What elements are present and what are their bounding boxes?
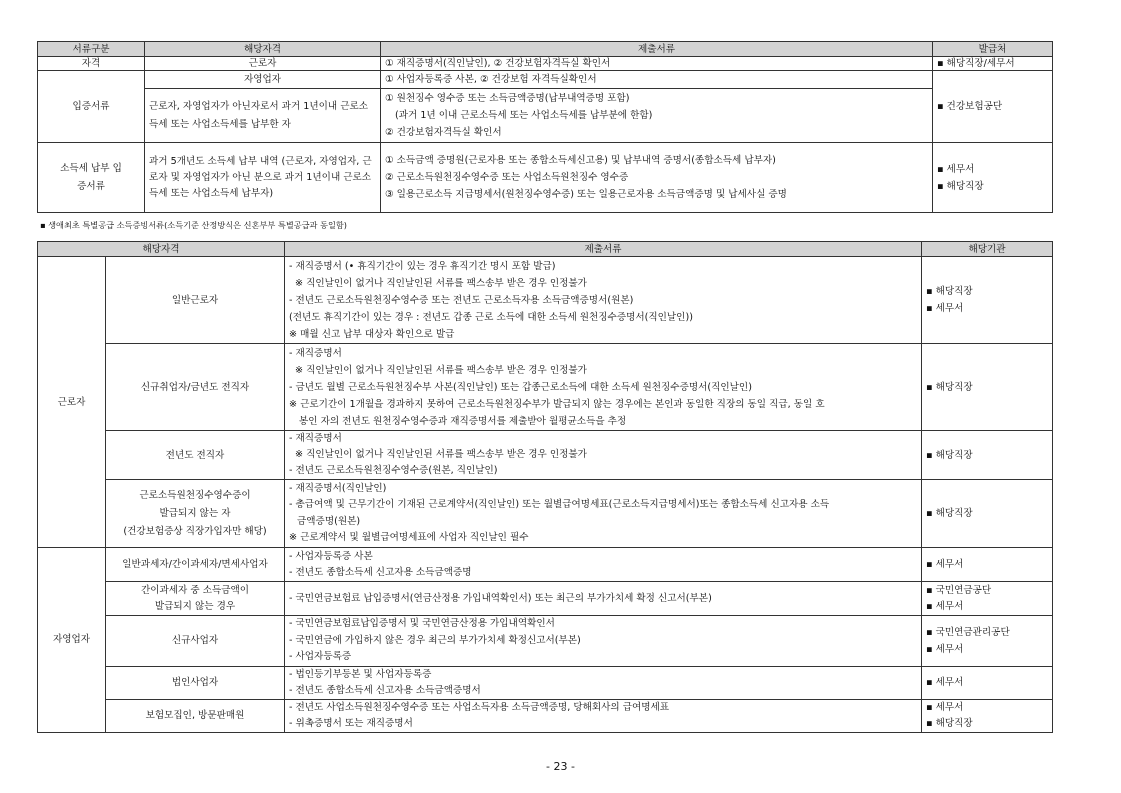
table-row — [38, 257, 1053, 344]
qualification-documents-table — [37, 41, 1053, 213]
issuer-line: ▪ 국민연금공단 — [926, 584, 992, 596]
doc-type-cell: 소득세 납부 입증서류 — [38, 143, 145, 213]
issuer-cell: ▪ 해당직장 — [922, 344, 1053, 431]
table-row — [38, 616, 1053, 667]
document-line: ※ 직인날인이 없거나 직인날인된 서류를 팩스송부 받은 경우 인정불가 — [295, 277, 587, 289]
group-cell: 근로자 — [38, 257, 106, 548]
issuer-line: ▪ 세무서 — [926, 643, 964, 655]
document-line: - 법인등기부등본 및 사업자등록증 — [289, 668, 432, 680]
doc-type-cell: 자격 — [38, 57, 145, 71]
document-line: ① 소득금액 증명원(근로자용 또는 종합소득세신고용) 및 납부내역 증명서(종합소득세 납부자) — [385, 155, 776, 166]
documents-cell: - 국민연금보험료 납입증명서(연금산정용 가입내역확인서) 또는 최근의 부가가치세 확정 신고서(부본) — [285, 582, 922, 616]
column-header: 제출서류 — [285, 242, 922, 257]
document-line: - 총급여액 및 근무기간이 기재된 근로계약서(직인날인) 또는 월별급여명세표(근로소득지급명세서)또는 종합소득세 신고자용 소득 — [289, 499, 830, 510]
group-cell: 자영업자 — [38, 548, 106, 733]
documents-cell — [285, 480, 922, 548]
document-line: - 재직증명서 (• 휴직기간이 있는 경우 휴직기간 명시 포함 발급) — [289, 260, 556, 272]
document-line: ① 원천징수 영수증 또는 소득금액증명(납부내역증명 포함) — [385, 93, 630, 104]
qualification-cell: 신규취업자/금년도 전직자 — [106, 344, 285, 431]
qualification-line: 근로소득원천징수영수증이 — [139, 489, 251, 501]
issuer-cell — [922, 257, 1053, 344]
document-line: - 전년도 종합소득세 신고자용 소득금액증명서 — [289, 684, 481, 696]
table-row — [38, 57, 1053, 71]
qualification-cell: 일반근로자 — [106, 257, 285, 344]
document-line: - 전년도 근로소득원천징수영수증 또는 전년도 근로소득자용 소득금액증명서(원본) — [289, 294, 634, 306]
document-line: - 국민연금에 가입하지 않은 경우 최근의 부가가치세 확정신고서(부본) — [289, 634, 581, 646]
document-line: ※ 근로계약서 및 월별급여명세표에 사업자 직인날인 필수 — [289, 532, 529, 543]
column-header: 제출서류 — [381, 42, 933, 57]
qualification-cell: 근로자 — [145, 57, 381, 71]
document-line: - 사업자등록증 — [289, 651, 352, 662]
documents-cell — [381, 143, 933, 213]
documents-cell — [285, 257, 922, 344]
table-row — [38, 89, 1053, 143]
qualification-cell: 과거 5개년도 소득세 납부 내역 (근로자, 자영업자, 근로자 및 자영업자가 아닌 분으로 과거 1년이내 근로소득세 또는 사업소득세 납부자) — [145, 143, 381, 213]
document-line: ※ 직인날인이 없거나 직인날인된 서류를 팩스송부 받은 경우 인정불가 — [295, 449, 587, 460]
issuer-line: ▪ 해당직장 — [926, 717, 973, 729]
issuer-cell: ▪ 해당직장 — [922, 431, 1053, 480]
table-row — [38, 431, 1053, 480]
document-line: 봉인 자의 전년도 원천징수영수증과 재직증명서를 제출받아 월평균소득을 추정 — [299, 415, 627, 427]
column-header: 발급처 — [933, 42, 1053, 57]
documents-cell — [285, 548, 922, 582]
document-line: - 전년도 종합소득세 신고자용 소득금액증명 — [289, 566, 472, 578]
issuer-cell: ▪ 건강보험공단 — [933, 71, 1053, 143]
issuer-cell: ▪ 해당직장/세무서 — [933, 57, 1053, 71]
table-row — [38, 548, 1053, 582]
issuer-line: ▪ 세무서 — [926, 701, 964, 713]
document-line: (과거 1년 이내 근로소득세 또는 사업소득세를 납부분에 한함) — [395, 110, 653, 121]
document-line: - 사업자등록증 사본 — [289, 550, 373, 562]
table-row — [38, 582, 1053, 616]
issuer-line: ▪ 해당직장 — [937, 180, 984, 192]
issuer-line: ▪ 국민연금관리공단 — [926, 626, 1010, 638]
issuer-line: ▪ 해당직장 — [926, 286, 973, 297]
qualification-cell: 전년도 전직자 — [106, 431, 285, 480]
documents-cell — [285, 431, 922, 480]
column-header: 해당기관 — [922, 242, 1053, 257]
doc-type-cell: 입증서류 — [38, 71, 145, 143]
document-line: - 위촉증명서 또는 재직증명서 — [289, 717, 413, 729]
issuer-line: ▪ 세무서 — [926, 600, 964, 612]
document-line: - 전년도 사업소득원천징수영수증 또는 사업소득자용 소득금액증명, 당해회사의 급여명세표 — [289, 701, 670, 713]
issuer-cell: ▪ 세무서 — [922, 548, 1053, 582]
document-line: - 전년도 근로소득원천징수영수증(원본, 직인날인) — [289, 465, 498, 476]
first-time-income-proof-table — [37, 241, 1053, 733]
table-row — [38, 143, 1053, 213]
issuer-cell — [922, 699, 1053, 732]
column-header: 해당자격 — [145, 42, 381, 57]
table-row — [38, 344, 1053, 431]
qualification-cell: 근로자, 자영업자가 아닌자로서 과거 1년이내 근로소득세 또는 사업소득세를 납부한 자 — [145, 89, 381, 143]
qualification-cell: 일반과세자/간이과세자/면세사업자 — [106, 548, 285, 582]
section-note: ▪ 생애최초 특별공급 소득증빙서류(소득기준 산정방식은 신혼부부 특별공급과 동일함) — [40, 220, 347, 230]
document-line: ※ 직인날인이 없거나 직인날인된 서류를 팩스송부 받은 경우 인정불가 — [295, 364, 587, 376]
qualification-cell — [106, 480, 285, 548]
documents-cell: ① 재직증명서(직인날인), ② 건강보험자격득실 확인서 — [381, 57, 933, 71]
qualification-line: (건강보험증상 직장가입자만 해당) — [123, 525, 267, 537]
qualification-cell: 신규사업자 — [106, 616, 285, 667]
document-line: 금액증명(원본) — [297, 515, 361, 527]
document-line: - 국민연금보험료납입증명서 및 국민연금산정용 가입내역확인서 — [289, 618, 555, 629]
document-line: - 금년도 월별 근로소득원천징수부 사본(직인날인) 또는 갑종근로소득에 대한 소득세 원천징수증명서(직인날인) — [289, 381, 752, 393]
documents-cell — [285, 344, 922, 431]
document-line: - 재직증명서 — [289, 347, 342, 359]
issuer-cell: ▪ 세무서 — [922, 666, 1053, 699]
documents-cell — [285, 699, 922, 732]
documents-cell: ① 사업자등록증 사본, ② 건강보험 자격득실확인서 — [381, 71, 933, 89]
document-line: ※ 근로기간이 1개월을 경과하지 못하여 근로소득원천징수부가 발급되지 않는 경우에는 본인과 동일한 직장의 동일 직급, 동일 호 — [289, 398, 825, 410]
qualification-cell — [106, 582, 285, 616]
issuer-cell — [922, 582, 1053, 616]
table-row — [38, 699, 1053, 732]
table-row — [38, 666, 1053, 699]
documents-cell — [285, 666, 922, 699]
document-line: ② 건강보험자격득실 확인서 — [385, 127, 502, 138]
issuer-cell — [922, 616, 1053, 667]
table-header-row — [38, 42, 1053, 57]
document-line: - 재직증명서(직인날인) — [289, 482, 387, 494]
table-row — [38, 480, 1053, 548]
issuer-cell: ▪ 해당직장 — [922, 480, 1053, 548]
documents-cell — [381, 89, 933, 143]
page-number: - 23 - — [546, 760, 575, 773]
issuer-line: ▪ 세무서 — [937, 163, 975, 175]
qualification-line: 간이과세자 중 소득금액이 — [140, 584, 250, 596]
qualification-cell: 자영업자 — [145, 71, 381, 89]
table-row — [38, 71, 1053, 89]
table-header-row — [38, 242, 1053, 257]
qualification-cell: 보험모집인, 방문판매원 — [106, 699, 285, 732]
document-line: ② 근로소득원천징수영수증 또는 사업소득원천징수 영수증 — [385, 172, 629, 183]
document-line: - 재직증명서 — [289, 433, 342, 444]
column-header: 해당자격 — [38, 242, 285, 257]
column-header: 서류구분 — [38, 42, 145, 57]
qualification-line: 발급되지 않는 자 — [159, 507, 231, 519]
documents-cell — [285, 616, 922, 667]
document-line: (전년도 휴직기간이 있는 경우 : 전년도 갑종 근로 소득에 대한 소득세 원천징수증명서(직인날인)) — [289, 311, 693, 323]
document-line: ③ 일용근로소득 지급명세서(원천징수영수증) 또는 일용근로자용 소득금액증명 및 납세사실 증명 — [385, 189, 787, 200]
issuer-cell — [933, 143, 1053, 213]
issuer-line: ▪ 세무서 — [926, 303, 964, 314]
qualification-cell: 법인사업자 — [106, 666, 285, 699]
document-line: ※ 매월 신고 납부 대상자 확인으로 발급 — [289, 328, 455, 340]
qualification-line: 발급되지 않는 경우 — [154, 600, 236, 612]
